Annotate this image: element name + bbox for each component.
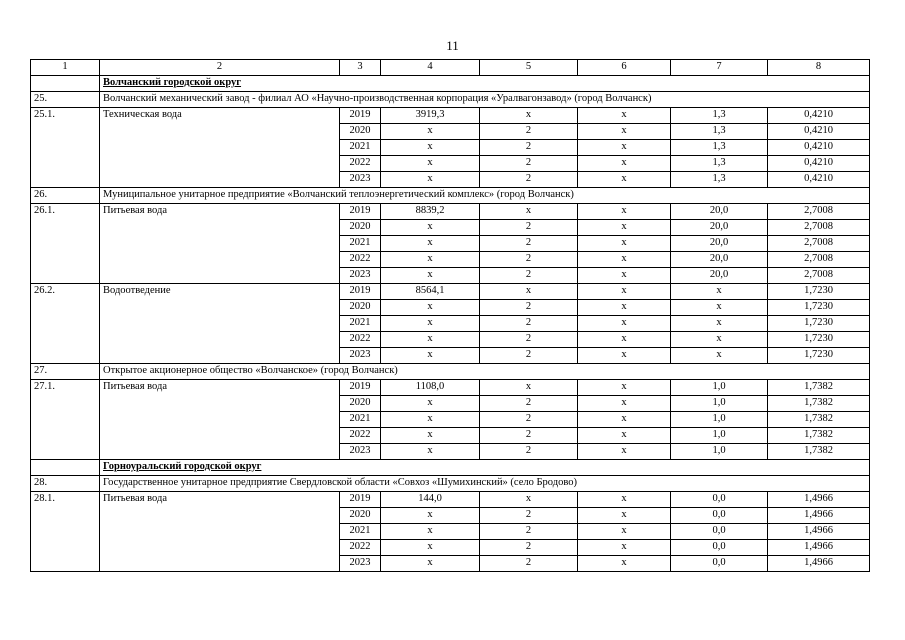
section-number-cell	[31, 460, 100, 476]
value-cell-col6: х	[578, 524, 671, 540]
year-cell: 2019	[340, 380, 381, 396]
value-cell-col8: 1,7230	[768, 332, 870, 348]
year-cell: 2020	[340, 396, 381, 412]
page-number: 11	[446, 38, 459, 53]
value-cell-col8: 0,4210	[768, 172, 870, 188]
value-cell-col6: х	[578, 348, 671, 364]
organization-row	[31, 476, 870, 492]
value-cell-col7: 20,0	[671, 220, 768, 236]
organization-number: 25.	[31, 92, 100, 108]
year-cell: 2023	[340, 172, 381, 188]
column-header: 3	[340, 60, 381, 76]
value-cell-col8: 2,7008	[768, 252, 870, 268]
column-header: 2	[100, 60, 340, 76]
value-cell-col6: х	[578, 252, 671, 268]
year-cell: 2023	[340, 348, 381, 364]
value-cell-col4: х	[381, 396, 480, 412]
value-cell-col5: 2	[480, 252, 578, 268]
value-cell-col7: х	[671, 316, 768, 332]
value-cell-col6: х	[578, 316, 671, 332]
year-cell: 2021	[340, 140, 381, 156]
service-name: Питьевая вода	[100, 380, 340, 460]
service-number: 28.1.	[31, 492, 100, 572]
column-header: 4	[381, 60, 480, 76]
year-cell: 2021	[340, 524, 381, 540]
value-cell-col4: 1108,0	[381, 380, 480, 396]
value-cell-col7: х	[671, 348, 768, 364]
organization-title: Волчанский механический завод - филиал АО «Научно-производственная корпорация «Уралвагонзавод» (город Волчанск)	[100, 92, 870, 108]
year-cell: 2019	[340, 108, 381, 124]
value-cell-col8: 2,7008	[768, 236, 870, 252]
value-cell-col6: х	[578, 284, 671, 300]
value-cell-col6: х	[578, 172, 671, 188]
year-cell: 2020	[340, 124, 381, 140]
year-row	[31, 108, 870, 124]
service-number: 27.1.	[31, 380, 100, 460]
value-cell-col7: х	[671, 332, 768, 348]
value-cell-col4: х	[381, 300, 480, 316]
value-cell-col6: х	[578, 412, 671, 428]
value-cell-col8: 0,4210	[768, 124, 870, 140]
year-row	[31, 204, 870, 220]
value-cell-col5: 2	[480, 524, 578, 540]
value-cell-col5: 2	[480, 556, 578, 572]
value-cell-col5: х	[480, 380, 578, 396]
value-cell-col8: 1,4966	[768, 540, 870, 556]
value-cell-col7: х	[671, 284, 768, 300]
section-title: Горноуральский городской округ	[100, 460, 870, 476]
value-cell-col4: х	[381, 556, 480, 572]
value-cell-col4: х	[381, 172, 480, 188]
value-cell-col8: 2,7008	[768, 204, 870, 220]
value-cell-col8: 1,4966	[768, 508, 870, 524]
value-cell-col8: 1,7230	[768, 348, 870, 364]
value-cell-col7: 1,0	[671, 412, 768, 428]
value-cell-col4: х	[381, 332, 480, 348]
value-cell-col6: х	[578, 428, 671, 444]
section-row	[31, 76, 870, 92]
value-cell-col5: 2	[480, 428, 578, 444]
organization-row	[31, 188, 870, 204]
value-cell-col6: х	[578, 220, 671, 236]
value-cell-col4: х	[381, 220, 480, 236]
value-cell-col5: 2	[480, 124, 578, 140]
value-cell-col6: х	[578, 396, 671, 412]
value-cell-col4: х	[381, 412, 480, 428]
value-cell-col4: х	[381, 428, 480, 444]
value-cell-col4: х	[381, 316, 480, 332]
value-cell-col6: х	[578, 108, 671, 124]
value-cell-col8: 0,4210	[768, 156, 870, 172]
value-cell-col7: 0,0	[671, 524, 768, 540]
value-cell-col7: 20,0	[671, 268, 768, 284]
value-cell-col7: 1,0	[671, 428, 768, 444]
value-cell-col8: 1,7382	[768, 444, 870, 460]
value-cell-col5: 2	[480, 156, 578, 172]
organization-row	[31, 92, 870, 108]
year-cell: 2021	[340, 236, 381, 252]
value-cell-col4: х	[381, 540, 480, 556]
value-cell-col7: 20,0	[671, 204, 768, 220]
column-header: 1	[31, 60, 100, 76]
value-cell-col5: 2	[480, 300, 578, 316]
value-cell-col7: 1,0	[671, 380, 768, 396]
value-cell-col7: х	[671, 300, 768, 316]
value-cell-col6: х	[578, 380, 671, 396]
service-name: Питьевая вода	[100, 492, 340, 572]
column-header: 7	[671, 60, 768, 76]
value-cell-col5: х	[480, 284, 578, 300]
value-cell-col5: 2	[480, 236, 578, 252]
value-cell-col5: х	[480, 108, 578, 124]
value-cell-col4: х	[381, 140, 480, 156]
service-number: 26.1.	[31, 204, 100, 284]
value-cell-col4: х	[381, 524, 480, 540]
value-cell-col8: 1,4966	[768, 524, 870, 540]
year-cell: 2021	[340, 412, 381, 428]
value-cell-col5: х	[480, 492, 578, 508]
value-cell-col7: 20,0	[671, 236, 768, 252]
year-cell: 2020	[340, 300, 381, 316]
year-cell: 2022	[340, 428, 381, 444]
year-cell: 2022	[340, 156, 381, 172]
value-cell-col5: 2	[480, 332, 578, 348]
value-cell-col6: х	[578, 140, 671, 156]
value-cell-col6: х	[578, 236, 671, 252]
value-cell-col8: 0,4210	[768, 108, 870, 124]
value-cell-col6: х	[578, 204, 671, 220]
value-cell-col8: 0,4210	[768, 140, 870, 156]
value-cell-col7: 1,0	[671, 396, 768, 412]
value-cell-col5: 2	[480, 508, 578, 524]
value-cell-col4: 8564,1	[381, 284, 480, 300]
value-cell-col5: 2	[480, 140, 578, 156]
value-cell-col4: х	[381, 268, 480, 284]
value-cell-col4: х	[381, 156, 480, 172]
value-cell-col7: 1,3	[671, 156, 768, 172]
year-cell: 2023	[340, 444, 381, 460]
service-name: Техническая вода	[100, 108, 340, 188]
value-cell-col7: 1,3	[671, 140, 768, 156]
column-header: 5	[480, 60, 578, 76]
year-cell: 2022	[340, 540, 381, 556]
value-cell-col4: 8839,2	[381, 204, 480, 220]
section-title: Волчанский городской округ	[100, 76, 870, 92]
year-cell: 2023	[340, 268, 381, 284]
value-cell-col5: 2	[480, 412, 578, 428]
value-cell-col8: 1,7230	[768, 300, 870, 316]
year-row	[31, 380, 870, 396]
column-header: 6	[578, 60, 671, 76]
value-cell-col8: 2,7008	[768, 220, 870, 236]
value-cell-col7: 1,3	[671, 124, 768, 140]
year-cell: 2021	[340, 316, 381, 332]
value-cell-col7: 0,0	[671, 508, 768, 524]
year-cell: 2020	[340, 508, 381, 524]
value-cell-col5: 2	[480, 220, 578, 236]
value-cell-col8: 1,7382	[768, 380, 870, 396]
organization-title: Государственное унитарное предприятие Свердловской области «Совхоз «Шумихинский» (село Бродово)	[100, 476, 870, 492]
value-cell-col5: 2	[480, 348, 578, 364]
year-cell: 2020	[340, 220, 381, 236]
organization-number: 28.	[31, 476, 100, 492]
value-cell-col5: х	[480, 204, 578, 220]
service-number: 25.1.	[31, 108, 100, 188]
organization-number: 26.	[31, 188, 100, 204]
value-cell-col4: 3919,3	[381, 108, 480, 124]
value-cell-col4: х	[381, 348, 480, 364]
value-cell-col6: х	[578, 540, 671, 556]
value-cell-col4: х	[381, 444, 480, 460]
value-cell-col5: 2	[480, 444, 578, 460]
value-cell-col4: х	[381, 508, 480, 524]
value-cell-col7: 0,0	[671, 492, 768, 508]
value-cell-col8: 1,7382	[768, 428, 870, 444]
service-name: Водоотведение	[100, 284, 340, 364]
value-cell-col7: 1,0	[671, 444, 768, 460]
value-cell-col8: 1,7382	[768, 412, 870, 428]
value-cell-col6: х	[578, 268, 671, 284]
value-cell-col4: 144,0	[381, 492, 480, 508]
section-row	[31, 460, 870, 476]
value-cell-col8: 2,7008	[768, 268, 870, 284]
value-cell-col5: 2	[480, 268, 578, 284]
value-cell-col6: х	[578, 508, 671, 524]
value-cell-col7: 20,0	[671, 252, 768, 268]
value-cell-col6: х	[578, 492, 671, 508]
value-cell-col5: 2	[480, 316, 578, 332]
column-header: 8	[768, 60, 870, 76]
organization-number: 27.	[31, 364, 100, 380]
value-cell-col5: 2	[480, 172, 578, 188]
service-name: Питьевая вода	[100, 204, 340, 284]
value-cell-col8: 1,7230	[768, 316, 870, 332]
year-cell: 2022	[340, 332, 381, 348]
value-cell-col4: х	[381, 236, 480, 252]
organization-title: Открытое акционерное общество «Волчанское» (город Волчанск)	[100, 364, 870, 380]
year-cell: 2019	[340, 492, 381, 508]
year-row	[31, 492, 870, 508]
value-cell-col5: 2	[480, 540, 578, 556]
column-header-row	[31, 60, 870, 76]
value-cell-col6: х	[578, 124, 671, 140]
year-cell: 2023	[340, 556, 381, 572]
table-body	[31, 60, 870, 572]
value-cell-col8: 1,7382	[768, 396, 870, 412]
organization-title: Муниципальное унитарное предприятие «Волчанский теплоэнергетический комплекс» (город Волчанск)	[100, 188, 870, 204]
service-number: 26.2.	[31, 284, 100, 364]
value-cell-col6: х	[578, 556, 671, 572]
value-cell-col7: 1,3	[671, 172, 768, 188]
value-cell-col4: х	[381, 124, 480, 140]
value-cell-col7: 0,0	[671, 540, 768, 556]
value-cell-col7: 1,3	[671, 108, 768, 124]
value-cell-col8: 1,7230	[768, 284, 870, 300]
year-row	[31, 284, 870, 300]
tariff-table	[30, 59, 870, 572]
value-cell-col7: 0,0	[671, 556, 768, 572]
year-cell: 2022	[340, 252, 381, 268]
value-cell-col4: х	[381, 252, 480, 268]
value-cell-col6: х	[578, 156, 671, 172]
section-number-cell	[31, 76, 100, 92]
value-cell-col6: х	[578, 332, 671, 348]
value-cell-col8: 1,4966	[768, 492, 870, 508]
value-cell-col6: х	[578, 444, 671, 460]
value-cell-col5: 2	[480, 396, 578, 412]
organization-row	[31, 364, 870, 380]
value-cell-col6: х	[578, 300, 671, 316]
year-cell: 2019	[340, 204, 381, 220]
year-cell: 2019	[340, 284, 381, 300]
value-cell-col8: 1,4966	[768, 556, 870, 572]
